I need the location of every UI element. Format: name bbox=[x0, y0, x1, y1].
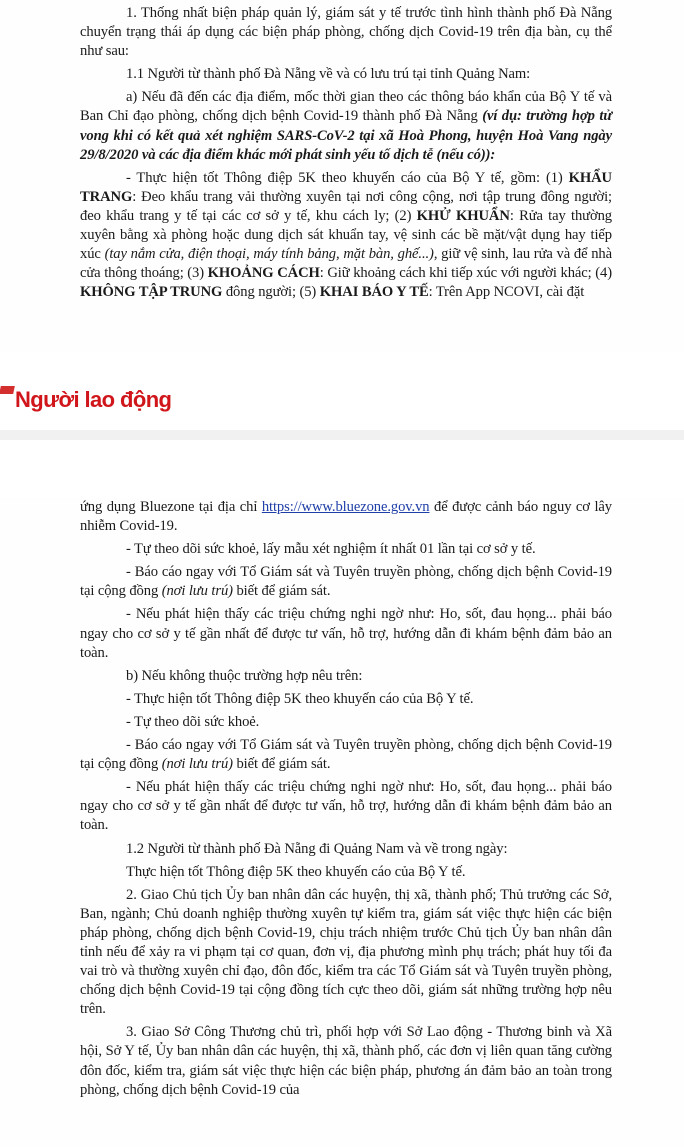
paragraph-report-a bbox=[80, 563, 612, 601]
keyword-khau-trang: KHẨU TRANG bbox=[80, 169, 612, 205]
paragraph-item-a bbox=[80, 88, 612, 164]
text-run: - Báo cáo ngay với Tổ Giám sát và Tuyên truyền phòng, chống dịch bệnh Covid-19 tại cộng đồng bbox=[80, 564, 612, 600]
text-run: : Đeo khẩu trang vải thường xuyên tại nơi công cộng, nơi tập trung đông người; đeo khẩu trang y tế tại các cơ sở y tế, khu cách ly; (2) bbox=[80, 188, 612, 224]
logo-mark-icon bbox=[0, 386, 15, 394]
text-run: - Báo cáo ngay với Tổ Giám sát và Tuyên truyền phòng, chống dịch bệnh Covid-19 tại cộng đồng bbox=[80, 737, 612, 773]
text-run-italic: (nơi lưu trú) bbox=[161, 583, 233, 600]
paragraph-self-monitor-b: - Tự theo dõi sức khoẻ. bbox=[126, 713, 260, 730]
item-a-example: (ví dụ: trường hợp tử vong khi có kết quả xét nghiệm SARS-CoV-2 tại xã Hoà Phong, huyện Hoà Vang ngày 29/8/2020 và các địa điểm khác mới phát sinh yếu tố dịch tễ (nếu có)): bbox=[80, 108, 612, 163]
paragraph-self-monitor-test: - Tự theo dõi sức khoẻ, lấy mẫu xét nghiệm ít nhất 01 lần tại cơ sở y tế. bbox=[126, 541, 536, 558]
text-run: ứng dụng Bluezone tại địa chỉ bbox=[80, 499, 262, 515]
paragraph-bluezone bbox=[80, 498, 612, 536]
newspaper-watermark bbox=[0, 380, 171, 420]
document-page-2 bbox=[0, 498, 684, 1147]
text-run: : Trên App NCOVI, cài đặt bbox=[428, 284, 585, 301]
page-separator bbox=[0, 430, 684, 440]
text-run: biết để giám sát. bbox=[232, 756, 331, 773]
paragraph-5k-message bbox=[80, 169, 612, 303]
paragraph-section-3: 3. Giao Sở Công Thương chủ trì, phối hợp với Sở Lao động - Thương binh và Xã hội, Sở Y tế, Ủy ban nhân dân các huyện, thị xã, thành phố, các đơn vị liên quan tăng cường đôn đốc, kiểm tra, giám sát việc thực hiện các biện pháp, phương án đảm bảo an toàn trong phòng, chống dịch bệnh Covid-19 của bbox=[80, 1024, 612, 1098]
paragraph-symptoms-a: - Nếu phát hiện thấy các triệu chứng nghi ngờ như: Ho, sốt, đau họng... phải báo ngay cho cơ sở y tế gần nhất để được tư vấn, hỗ trợ, hướng dẫn đi khám bệnh đảm bảo an toàn. bbox=[80, 606, 612, 661]
keyword-khu-khuan: KHỬ KHUẨN bbox=[416, 207, 510, 224]
keyword-khong-tap-trung: KHÔNG TẬP TRUNG bbox=[80, 284, 223, 301]
text-run: : Giữ khoảng cách khi tiếp xúc với người khác; (4) bbox=[319, 265, 612, 282]
paragraph-section-1: 1. Thống nhất biện pháp quản lý, giám sát y tế trước tình hình thành phố Đà Nẵng chuyển trạng thái áp dụng các biện pháp phòng, chống dịch Covid-19 trên địa bàn, cụ thể như sau: bbox=[80, 5, 612, 60]
paragraph-section-1-1: 1.1 Người từ thành phố Đà Nẵng về và có lưu trú tại tỉnh Quảng Nam: bbox=[126, 66, 531, 83]
text-run: để được cảnh báo nguy cơ lây nhiễm Covid-19. bbox=[80, 499, 612, 535]
paragraph-section-2: 2. Giao Chủ tịch Ủy ban nhân dân các huyện, thị xã, thành phố; Thủ trưởng các Sở, Ban, ngành; Chủ doanh nghiệp thường xuyên tự kiểm tra, giám sát việc thực hiện các biện pháp phòng, chống dịch bệnh Covid-19, chịu trách nhiệm trước Chủ tịch Ủy ban nhân dân tỉnh nếu để xảy ra vi phạm tại cơ quan, đơn vị, địa phương mình phụ trách; phát huy tối đa vai trò và thường xuyên chỉ đạo, đôn đốc, kiểm tra các Tổ Giám sát và Tuyên truyền phòng, chống dịch bệnh Covid-19 tại cộng đồng tích cực theo dõi, giám sát những trường hợp nêu trên. bbox=[80, 886, 612, 1018]
text-run: biết để giám sát. bbox=[232, 583, 331, 600]
paragraph-report-b bbox=[80, 736, 612, 774]
bluezone-link[interactable]: https://www.bluezone.gov.vn bbox=[261, 499, 430, 515]
text-run-italic: (tay nắm cửa, điện thoại, máy tính bảng, mặt bàn, ghế...) bbox=[104, 246, 434, 263]
text-run: đông người; (5) bbox=[222, 284, 320, 301]
text-run-italic: (nơi lưu trú) bbox=[161, 756, 233, 773]
keyword-khai-bao-y-te: KHAI BÁO Y TẾ bbox=[319, 284, 429, 301]
document-page-1 bbox=[0, 0, 684, 352]
text-run: : Rửa tay thường xuyên bằng xà phòng hoặc dung dịch sát khuẩn tay, vệ sinh các bề mặt/vật dụng hay tiếp xúc bbox=[80, 207, 612, 263]
keyword-khoang-cach: KHOẢNG CÁCH bbox=[207, 265, 320, 282]
paragraph-symptoms-b: - Nếu phát hiện thấy các triệu chứng nghi ngờ như: Ho, sốt, đau họng... phải báo ngay cho cơ sở y tế gần nhất để được tư vấn, hỗ trợ, hướng dẫn đi khám bệnh đảm bảo an toàn. bbox=[80, 779, 612, 834]
text-run: , giữ vệ sinh, lau rửa và để nhà cửa thông thoáng; (3) bbox=[80, 246, 613, 282]
paragraph-5k-b: - Thực hiện tốt Thông điệp 5K theo khuyến cáo của Bộ Y tế. bbox=[126, 690, 474, 707]
text-run: - Thực hiện tốt Thông điệp 5K theo khuyến cáo của Bộ Y tế, gồm: (1) bbox=[126, 169, 569, 186]
watermark-logo-text: Người lao động bbox=[15, 387, 172, 412]
paragraph-section-1-2: 1.2 Người từ thành phố Đà Nẵng đi Quảng Nam và về trong ngày: bbox=[126, 840, 508, 857]
paragraph-5k-day-trip: Thực hiện tốt Thông điệp 5K theo khuyến cáo của Bộ Y tế. bbox=[126, 863, 466, 880]
paragraph-item-b: b) Nếu không thuộc trường hợp nêu trên: bbox=[126, 667, 363, 684]
item-a-text: a) Nếu đã đến các địa điểm, mốc thời gian theo các thông báo khẩn của Bộ Y tế và Ban Chỉ đạo phòng, chống dịch bệnh Covid-19 thành phố Đà Nẵng bbox=[80, 89, 612, 125]
